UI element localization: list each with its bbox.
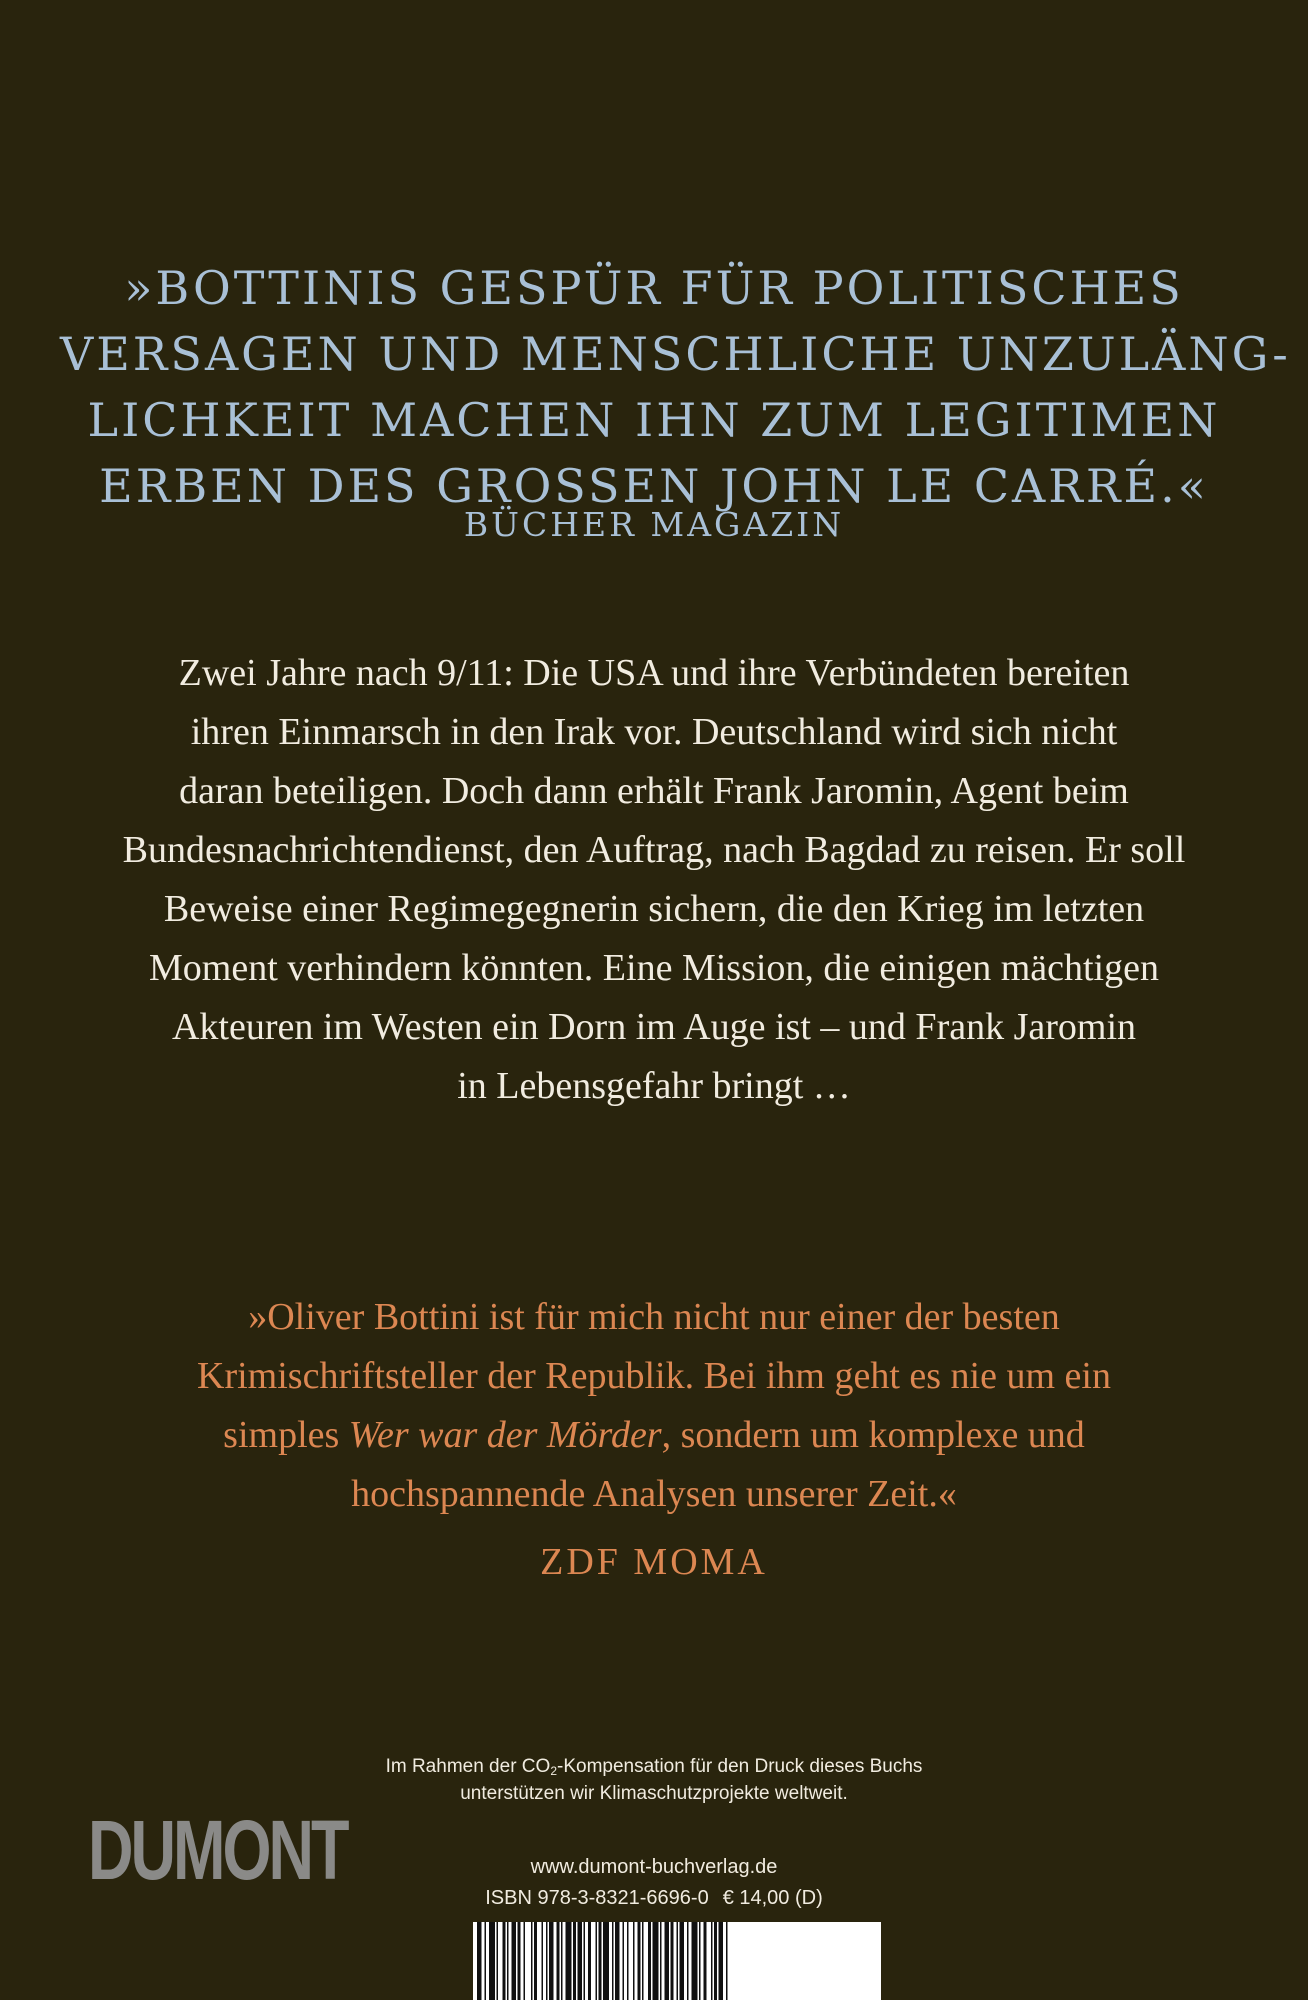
barcode-bar [642,1922,644,2000]
isbn-number: ISBN 978-3-8321-6696-0 [485,1887,709,1909]
co2-notice [0,1753,1308,1807]
co2-notice-line: unterstützen wir Klimaschutzprojekte weltweit. [460,1783,848,1804]
barcode-bar [633,1922,635,2000]
barcode-bar [549,1922,554,2000]
barcode-bar [477,1922,482,2000]
barcode-bar [524,1922,526,2000]
barcode-bar [660,1922,662,2000]
barcode-bar [711,1922,713,2000]
press-quote-top [60,255,1291,519]
barcode-bar [518,1922,521,2000]
barcode-bar [584,1922,586,2000]
barcode-bar [627,1922,629,2000]
barcode-bar [489,1922,495,2000]
barcode-bar [699,1922,701,2000]
quote-top-line: ERBEN DES GROSSEN JOHN LE CARRÉ.« [99,459,1209,513]
barcode-bar [665,1922,670,2000]
blurb-line: Zwei Jahre nach 9/11: Die USA und ihre Verbündeten bereiten [178,652,1130,694]
barcode-bar [677,1922,679,2000]
price: € 14,00 (D) [722,1887,823,1909]
quote-bottom-line: hochspannende Analysen unserer Zeit.« [351,1473,957,1515]
quote-bottom-text: simples [223,1414,349,1456]
barcode-bar [714,1922,717,2000]
barcode-bar [573,1922,576,2000]
barcode-bar [485,1922,487,2000]
quote-top-line: »BOTTINIS GESPÜR FÜR POLITISCHES [124,261,1184,315]
barcode-bar [692,1922,698,2000]
book-blurb [40,644,1268,1116]
blurb-line: Akteuren im Westen ein Dorn im Auge ist – und Frank Jaromin [171,1006,1137,1048]
publisher-logo: DUMONT [88,1803,347,1897]
quote-top-line: VERSAGEN UND MENSCHLICHE UNZULÄNG- [60,327,1291,381]
co2-subscript: 2 [550,1764,557,1778]
barcode-bar [704,1922,707,2000]
blurb-line: daran beteiligen. Doch dann erhält Frank Jaromin, Agent beim [179,770,1129,812]
barcode-bar [542,1922,544,2000]
barcode-bar [512,1922,517,2000]
barcode-bar [623,1922,625,2000]
barcode-bar [719,1922,724,2000]
blurb-line: Bundesnachrichtendienst, den Auftrag, nach Bagdad zu reisen. Er soll [122,829,1186,871]
barcode-bar [648,1922,651,2000]
barcode-bar [615,1922,620,2000]
barcode-bar [726,1922,728,2000]
press-quote-bottom [40,1288,1268,1524]
quote-bottom-italic-title: Wer war der Mörder [348,1414,662,1456]
co2-text: -Kompensation für den Druck dieses Buchs [557,1756,923,1777]
blurb-line: Beweise einer Regimegegnerin sichern, die den Krieg im letzten [163,888,1145,930]
barcode-bar [680,1922,685,2000]
quote-top-line: LICHKEIT MACHEN IHN ZUM LEGITIMEN [87,393,1221,447]
quote-bottom-line [40,1406,1268,1465]
barcode-bar [497,1922,499,2000]
quote-bottom-line: Krimischriftsteller der Republik. Bei ihm geht es nie um ein [197,1355,1111,1397]
barcode-bar [653,1922,659,2000]
co2-text: Im Rahmen der CO [385,1756,551,1777]
barcode-bar [503,1922,506,2000]
barcode-bar [603,1922,609,2000]
blurb-line: in Lebensgefahr bringt … [457,1065,851,1107]
barcode-bar [671,1922,674,2000]
quote-bottom-text: , sondern um komplexe und [661,1414,1085,1456]
quote-top-source: BÜCHER MAGAZIN [463,505,845,544]
barcode-bar [546,1922,548,2000]
barcode-bar [578,1922,583,2000]
publisher-url: www.dumont-buchverlag.de [530,1856,778,1878]
isbn-line [0,1887,1308,1910]
barcode-bar [612,1922,614,2000]
barcode-bar [599,1922,602,2000]
barcode-bar [534,1922,537,2000]
barcode-bar [561,1922,563,2000]
barcode-bar [531,1922,533,2000]
barcode-bar [566,1922,572,2000]
barcode-bar [687,1922,689,2000]
quote-bottom-line: »Oliver Bottini ist für mich nicht nur einer der besten [248,1296,1060,1338]
co2-notice-line [0,1753,1308,1780]
blurb-line: ihren Einmarsch in den Irak vor. Deutschland wird sich nicht [190,711,1118,753]
barcode-bar [507,1922,509,2000]
blurb-line: Moment verhindern könnten. Eine Mission, die einigen mächtigen [149,947,1159,989]
barcode-icon [473,1922,881,2000]
barcode-bar [638,1922,641,2000]
quote-bottom-source: ZDF MOMA [540,1541,768,1583]
barcode-bar [557,1922,560,2000]
barcode-bar [596,1922,598,2000]
barcode-bar [588,1922,591,2000]
